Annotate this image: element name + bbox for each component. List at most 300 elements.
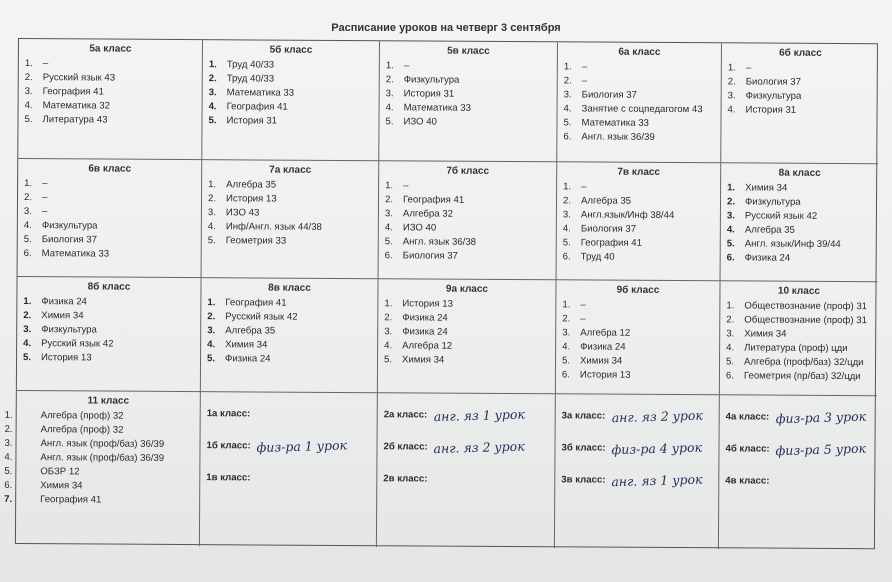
- lesson-item: [563, 116, 714, 131]
- handwritten-note: анг. яз 1 урок: [611, 471, 703, 490]
- lesson-subject: История 13: [579, 369, 631, 381]
- lesson-subject: Алгебра 12: [580, 327, 631, 339]
- lesson-item: [23, 337, 194, 352]
- class-name: 5б класс: [269, 44, 313, 56]
- lesson-number: 4.: [208, 101, 217, 113]
- lesson-number: 6.: [562, 251, 571, 263]
- primary-row: [561, 469, 712, 492]
- lesson-item: [563, 180, 714, 195]
- lesson-number: 6.: [563, 131, 572, 143]
- lesson-number: 2.: [208, 73, 217, 85]
- lesson-item: [384, 297, 549, 312]
- class-cell: [378, 279, 557, 394]
- handwritten-note: анг. яз 2 урок: [611, 407, 703, 426]
- lesson-item: [208, 114, 372, 129]
- lesson-subject: Биология 37: [745, 76, 801, 88]
- lesson-item: [384, 339, 549, 354]
- lesson-number: 4.: [24, 100, 33, 112]
- lesson-subject: История 13: [225, 193, 277, 205]
- lesson-item: [728, 89, 873, 104]
- handwritten-note: физ-ра 3 урок: [775, 408, 866, 427]
- lesson-number: 3.: [23, 206, 32, 218]
- lesson-number: 6.: [4, 479, 13, 491]
- lesson-item: [24, 177, 195, 192]
- lesson-subject: Геометрия 33: [225, 235, 287, 247]
- lesson-subject: Алгебра (проф) 32: [40, 424, 124, 436]
- primary-row: [561, 437, 712, 460]
- lesson-list: [23, 295, 194, 366]
- lesson-list: [207, 296, 371, 367]
- class-cell: [557, 162, 722, 281]
- lesson-subject: География 41: [226, 101, 288, 113]
- lesson-subject: Труд 40/33: [226, 59, 275, 71]
- lesson-subject: Англ. язык/Инф 39/44: [744, 238, 841, 251]
- lesson-item: [24, 219, 195, 234]
- lesson-subject: Физика 24: [744, 252, 791, 264]
- lesson-item: [385, 179, 550, 194]
- lesson-subject: Англ. язык (проф/баз) 36/39: [40, 452, 165, 464]
- class-cell: [721, 163, 879, 282]
- primary-row: [206, 435, 370, 458]
- class-name: 7б класс: [446, 165, 490, 177]
- class-cell: [202, 40, 380, 161]
- lesson-number: 2.: [727, 76, 736, 88]
- lesson-item: [209, 86, 373, 101]
- lesson-item: [726, 355, 871, 370]
- class-name: 8в класс: [268, 282, 311, 294]
- lesson-item: [384, 311, 549, 326]
- lesson-subject: История 31: [226, 115, 278, 127]
- primary-row: [383, 436, 548, 459]
- lesson-number: 1.: [207, 297, 216, 309]
- lesson-number: 4.: [385, 102, 394, 114]
- lesson-item: [23, 323, 194, 338]
- class-cell: [202, 160, 380, 279]
- lesson-number: 4.: [384, 340, 393, 352]
- lesson-number: 5.: [24, 114, 33, 126]
- lesson-subject: Физика 24: [402, 312, 448, 324]
- lesson-subject: Химия 34: [580, 355, 623, 367]
- lesson-item: [25, 99, 196, 114]
- lesson-number: 1.: [4, 409, 13, 421]
- class-cell: [4, 391, 201, 546]
- lesson-subject: Алгебра 35: [744, 224, 795, 236]
- lesson-item: [4, 465, 193, 480]
- primary-class-label: 1б класс:: [206, 440, 251, 452]
- lesson-number: 3.: [562, 209, 571, 221]
- lesson-item: [209, 100, 373, 115]
- lesson-item: [384, 325, 549, 340]
- primary-class-label: 1а класс:: [206, 408, 251, 420]
- lesson-item: [4, 479, 193, 494]
- lesson-subject: ИЗО 40: [403, 116, 437, 128]
- lesson-subject: Физкультура: [403, 74, 460, 86]
- lesson-subject: Биология 37: [41, 234, 98, 246]
- lesson-number: 2.: [726, 196, 736, 208]
- lesson-subject: Труд 40: [580, 251, 615, 263]
- lesson-number: 2.: [726, 314, 735, 326]
- lesson-number: 1.: [727, 62, 736, 74]
- lesson-subject: Алгебра 32: [402, 208, 453, 220]
- lesson-item: [24, 113, 195, 128]
- lesson-item: [384, 353, 549, 368]
- lesson-item: [24, 247, 195, 262]
- lesson-subject: Физкультура: [745, 90, 802, 102]
- lesson-list: [726, 299, 872, 384]
- lesson-number: 5.: [23, 352, 32, 364]
- primary-class-label: 4б класс:: [725, 443, 770, 455]
- lesson-number: 2.: [4, 423, 13, 435]
- lesson-item: [208, 192, 372, 207]
- primary-row: [562, 405, 713, 428]
- lesson-number: 1.: [208, 59, 217, 71]
- lesson-item: [208, 206, 372, 221]
- lesson-number: 4.: [726, 342, 735, 354]
- lesson-number: 2.: [563, 75, 572, 87]
- primary-row: [725, 438, 870, 461]
- lesson-item: [563, 130, 714, 145]
- lesson-subject: Математика 33: [41, 248, 110, 260]
- lesson-item: [207, 324, 371, 339]
- lesson-subject: –: [41, 206, 48, 218]
- lesson-item: [385, 193, 550, 208]
- lesson-number: 5.: [562, 237, 571, 249]
- lesson-number: 1.: [24, 58, 33, 70]
- lesson-item: [562, 340, 713, 355]
- lesson-number: 1.: [726, 300, 735, 312]
- class-cell: [18, 39, 203, 160]
- class-name: 6в класс: [88, 163, 132, 175]
- lesson-item: [24, 233, 195, 248]
- primary-class-label: 4в класс:: [725, 475, 770, 487]
- lesson-list: [385, 59, 550, 130]
- lesson-list: [728, 61, 873, 118]
- lesson-item: [726, 327, 871, 342]
- handwritten-note: анг. яз 1 урок: [433, 406, 525, 425]
- handwritten-note: физ-ра 5 урок: [775, 440, 867, 459]
- lesson-item: [24, 205, 195, 220]
- lesson-number: 1.: [563, 181, 572, 193]
- lesson-number: 5.: [4, 465, 13, 477]
- lesson-item: [385, 207, 550, 222]
- lesson-number: 2.: [23, 310, 32, 322]
- lesson-subject: Русский язык 42: [41, 338, 114, 350]
- class-cell: [17, 277, 202, 392]
- lesson-subject: Занятие с соцпедагогом 43: [581, 103, 703, 116]
- lesson-number: 1.: [384, 298, 393, 310]
- lesson-number: 2.: [207, 311, 216, 323]
- lesson-subject: Физика 24: [225, 353, 271, 365]
- lesson-item: [386, 59, 551, 74]
- lesson-subject: Англ.язык/Инф 38/44: [580, 209, 675, 222]
- lesson-item: [562, 326, 713, 341]
- primary-cell: [555, 394, 720, 549]
- lesson-number: 1.: [562, 299, 571, 311]
- lesson-number: 2.: [24, 72, 33, 84]
- lesson-subject: Алгебра 35: [580, 195, 632, 207]
- lesson-item: [726, 313, 871, 328]
- lesson-item: [386, 101, 551, 116]
- lesson-subject: Англ. язык (проф/баз) 36/39: [40, 438, 165, 450]
- lesson-number: 1.: [385, 60, 394, 72]
- lesson-item: [385, 115, 550, 130]
- lesson-item: [4, 423, 194, 438]
- lesson-item: [25, 57, 196, 72]
- lesson-number: 1.: [24, 178, 33, 190]
- lesson-subject: Биология 37: [402, 250, 458, 262]
- class-cell: [379, 41, 558, 162]
- lesson-number: 3.: [4, 437, 13, 449]
- lesson-item: [562, 354, 713, 369]
- lesson-item: [23, 351, 194, 366]
- lesson-item: [25, 71, 196, 86]
- lesson-number: 1.: [23, 296, 32, 308]
- handwritten-note: физ-ра 1 урок: [256, 437, 348, 456]
- lesson-item: [563, 194, 714, 209]
- lesson-number: 2.: [23, 192, 33, 204]
- lesson-number: 4.: [727, 104, 736, 116]
- class-name: 5в класс: [447, 45, 490, 57]
- lesson-number: 6.: [561, 369, 571, 381]
- lesson-number: 6.: [726, 252, 735, 264]
- class-name: 5а класс: [89, 43, 132, 55]
- lesson-subject: Алгебра 12: [402, 340, 453, 352]
- lesson-subject: Химия 34: [745, 182, 788, 194]
- lesson-number: 3.: [384, 208, 393, 220]
- lesson-number: 4.: [563, 103, 572, 115]
- primary-class-label: 3а класс:: [561, 410, 606, 422]
- lesson-number: 1.: [563, 61, 572, 73]
- lesson-item: [562, 312, 713, 327]
- lesson-number: 3.: [385, 88, 394, 100]
- class-name: 9б класс: [616, 284, 660, 296]
- primary-row: [725, 470, 870, 493]
- lesson-item: [24, 191, 195, 206]
- lesson-item: [727, 209, 872, 224]
- lesson-item: [563, 208, 714, 223]
- class-name: 11 класс: [87, 395, 130, 407]
- lesson-item: [727, 223, 872, 238]
- lesson-number: 3.: [23, 324, 32, 336]
- lesson-number: 5.: [384, 354, 393, 366]
- lesson-number: 1.: [208, 179, 217, 191]
- lesson-subject: Физкультура: [41, 220, 98, 232]
- lesson-subject: Алгебра (проф) 32: [40, 410, 124, 422]
- lesson-number: 3.: [726, 328, 735, 340]
- lesson-item: [4, 493, 193, 508]
- primary-class-label: 4а класс:: [725, 411, 770, 423]
- lesson-number: 3.: [727, 90, 736, 102]
- lesson-number: 2.: [207, 193, 217, 205]
- lesson-subject: –: [42, 178, 48, 190]
- lesson-number: 5.: [207, 235, 216, 247]
- lesson-number: 4.: [207, 221, 216, 233]
- primary-cell: [719, 395, 877, 550]
- lesson-subject: Алгебра 35: [225, 325, 276, 337]
- lesson-subject: Химия 34: [225, 339, 268, 351]
- lesson-subject: Биология 37: [580, 223, 637, 235]
- lesson-subject: История 31: [403, 88, 455, 100]
- lesson-item: [386, 87, 551, 102]
- lesson-subject: –: [581, 61, 588, 73]
- lesson-subject: История 31: [745, 104, 797, 116]
- lesson-item: [564, 88, 715, 103]
- lesson-number: 2.: [385, 74, 394, 86]
- lesson-item: [564, 60, 715, 75]
- lesson-item: [4, 409, 194, 424]
- lesson-item: [727, 251, 872, 266]
- lesson-subject: Обществознание (проф) 31: [744, 314, 867, 327]
- lesson-subject: История 13: [41, 352, 92, 364]
- class-name: 8б класс: [87, 281, 131, 293]
- primary-row: [383, 468, 548, 491]
- lesson-item: [726, 299, 871, 314]
- lesson-item: [726, 369, 871, 384]
- handwritten-note: физ-ра 4 урок: [611, 439, 703, 458]
- lesson-item: [728, 75, 873, 90]
- class-name: 8а класс: [778, 167, 821, 179]
- lesson-item: [726, 341, 871, 356]
- lesson-list: [208, 178, 372, 249]
- primary-row: [207, 403, 371, 426]
- lesson-number: 5.: [563, 117, 572, 129]
- lesson-item: [23, 309, 194, 324]
- lesson-subject: Биология 37: [581, 89, 637, 101]
- lesson-number: 2.: [384, 312, 393, 324]
- lesson-number: 3.: [562, 327, 571, 339]
- lesson-subject: –: [745, 62, 752, 74]
- lesson-item: [727, 195, 872, 210]
- lesson-item: [207, 338, 371, 353]
- primary-row: [384, 404, 549, 427]
- lesson-number: 5.: [384, 236, 393, 248]
- lesson-number: 4.: [562, 341, 571, 353]
- lesson-number: 7.: [4, 493, 13, 505]
- lesson-item: [4, 437, 193, 452]
- class-name: 6б класс: [779, 47, 822, 59]
- lesson-item: [728, 61, 873, 76]
- lesson-number: 2.: [562, 195, 572, 207]
- lesson-subject: –: [403, 60, 410, 72]
- lesson-subject: Физика 24: [402, 326, 448, 338]
- lesson-number: 6.: [725, 370, 734, 382]
- lesson-number: 5.: [207, 353, 216, 365]
- lesson-item: [563, 236, 714, 251]
- lesson-subject: Геометрия (пр/баз) 32/цди: [743, 370, 861, 383]
- lesson-list: [24, 57, 195, 128]
- lesson-subject: –: [42, 58, 49, 70]
- primary-list: [206, 395, 371, 490]
- primary-class-label: 2в класс:: [383, 473, 428, 485]
- lesson-item: [386, 73, 551, 88]
- lesson-list: [385, 179, 551, 264]
- handwritten-note: анг. яз 2 урок: [433, 438, 526, 457]
- schedule-table: [4, 38, 878, 549]
- lesson-subject: Математика 33: [403, 102, 472, 114]
- lesson-item: [562, 298, 713, 313]
- lesson-subject: География 41: [225, 297, 287, 309]
- lesson-item: [727, 237, 872, 252]
- lesson-item: [563, 250, 714, 265]
- lesson-subject: Физика 24: [580, 341, 626, 353]
- lesson-item: [385, 235, 550, 250]
- lesson-subject: Русский язык 43: [42, 72, 116, 84]
- class-name: 6а класс: [618, 46, 661, 58]
- lesson-item: [385, 249, 550, 264]
- lesson-subject: –: [403, 180, 409, 192]
- lesson-subject: История 13: [402, 298, 453, 310]
- primary-list: [561, 397, 713, 492]
- lesson-subject: География 41: [402, 194, 465, 206]
- lesson-item: [562, 368, 713, 383]
- lesson-list: [4, 409, 194, 508]
- lesson-subject: Физкультура: [744, 196, 801, 208]
- lesson-number: 6.: [23, 248, 32, 260]
- lesson-number: 5.: [726, 238, 735, 250]
- lesson-list: [384, 297, 549, 368]
- lesson-subject: Русский язык 42: [225, 311, 298, 323]
- lesson-item: [4, 451, 193, 466]
- lesson-item: [209, 72, 373, 87]
- lesson-subject: Химия 34: [402, 354, 445, 366]
- lesson-item: [209, 58, 373, 73]
- lesson-subject: Алгебра (проф/баз) 32/цди: [744, 356, 864, 369]
- class-name: 9а класс: [445, 283, 489, 295]
- lesson-subject: ИЗО 40: [402, 222, 437, 234]
- lesson-number: 3.: [207, 207, 216, 219]
- lesson-number: 6.: [384, 250, 393, 262]
- lesson-number: 3.: [207, 325, 216, 337]
- lesson-number: 3.: [208, 87, 217, 99]
- lesson-subject: Алгебра 35: [226, 179, 277, 191]
- lesson-subject: –: [580, 313, 586, 325]
- primary-row: [726, 406, 871, 429]
- lesson-subject: –: [580, 299, 586, 311]
- class-cell: [379, 161, 558, 280]
- lesson-number: 1.: [727, 182, 736, 194]
- lesson-number: 3.: [563, 89, 572, 101]
- lesson-list: [563, 180, 715, 265]
- lesson-number: 2.: [384, 194, 394, 206]
- lesson-item: [23, 295, 194, 310]
- lesson-number: 5.: [208, 115, 217, 127]
- lesson-subject: Физкультура: [41, 324, 97, 336]
- class-cell: [721, 43, 879, 164]
- lesson-list: [563, 60, 715, 145]
- primary-list: [383, 396, 549, 491]
- lesson-number: 2.: [562, 313, 571, 325]
- lesson-number: 3.: [24, 86, 33, 98]
- lesson-number: 4.: [4, 451, 13, 463]
- lesson-number: 4.: [384, 222, 393, 234]
- lesson-item: [564, 74, 715, 89]
- lesson-subject: Русский язык 42: [744, 210, 818, 222]
- lesson-subject: Англ. язык 36/38: [402, 236, 477, 248]
- lesson-subject: География 41: [580, 237, 642, 249]
- lesson-subject: Математика 32: [42, 100, 111, 112]
- lesson-subject: Литература 43: [42, 114, 108, 126]
- lesson-list: [208, 58, 372, 129]
- class-name: 7в класс: [617, 166, 661, 178]
- lesson-list: [727, 181, 873, 266]
- lesson-subject: Англ. язык 36/39: [581, 131, 655, 143]
- primary-list: [725, 398, 871, 493]
- class-cell: [556, 280, 721, 395]
- lesson-number: 5.: [385, 116, 394, 128]
- primary-class-label: 3в класс:: [561, 474, 606, 486]
- page-title: Расписание уроков на четверг 3 сентября: [331, 22, 561, 34]
- lesson-subject: –: [581, 75, 588, 87]
